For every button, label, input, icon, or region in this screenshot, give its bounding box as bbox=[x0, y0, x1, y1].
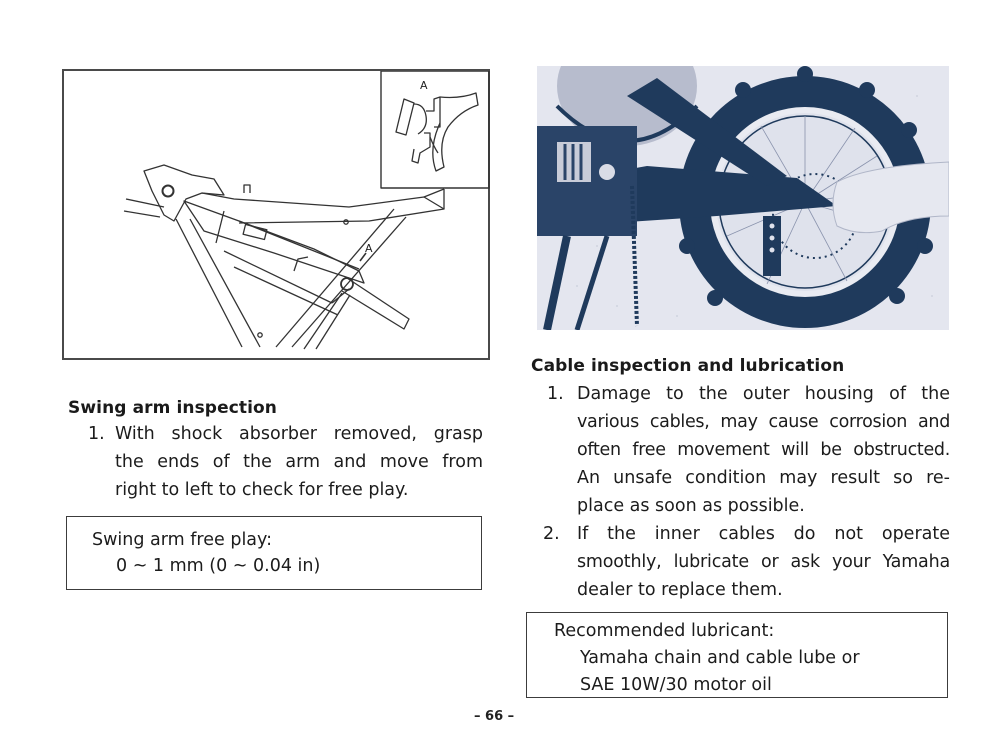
step-line: dealer to replace them. bbox=[577, 580, 783, 600]
inset-label-a: A bbox=[420, 79, 428, 92]
step-line: An unsafe condition may result so re- bbox=[577, 468, 950, 488]
cable-heading: Cable inspection and lubrication bbox=[531, 356, 845, 376]
swing-arm-figure bbox=[62, 69, 490, 360]
spec-value: SAE 10W/30 motor oil bbox=[580, 675, 772, 695]
step-line: right to left to check for free play. bbox=[115, 480, 409, 500]
frame-drawing bbox=[64, 71, 490, 360]
step-line: If the inner cables do not operate bbox=[577, 524, 950, 544]
step-line: the ends of the arm and move from bbox=[115, 452, 483, 472]
step-line: smoothly, lubricate or ask your Yamaha bbox=[577, 552, 950, 572]
step-number: 1. bbox=[88, 424, 105, 444]
spec-value: 0 ~ 1 mm (0 ~ 0.04 in) bbox=[116, 556, 321, 576]
spec-label: Swing arm free play: bbox=[92, 530, 273, 550]
rear-wheel-photo bbox=[537, 66, 949, 330]
free-play-spec-box bbox=[66, 516, 482, 590]
step-line: place as soon as possible. bbox=[577, 496, 805, 516]
wheel-photo-render bbox=[537, 66, 949, 330]
step-number: 2. bbox=[543, 524, 560, 544]
step-line: With shock absorber removed, grasp bbox=[115, 424, 483, 444]
callout-a: A bbox=[365, 242, 373, 255]
step-line: various cables, may cause corrosion and bbox=[577, 412, 950, 432]
step-line: Damage to the outer housing of the bbox=[577, 384, 950, 404]
spec-label: Recommended lubricant: bbox=[554, 621, 775, 641]
spec-value: Yamaha chain and cable lube or bbox=[580, 648, 860, 668]
page-number: – 66 – bbox=[474, 709, 515, 724]
step-line: often free movement will be obstructed. bbox=[577, 440, 950, 460]
swing-arm-heading: Swing arm inspection bbox=[68, 398, 278, 418]
step-number: 1. bbox=[547, 384, 564, 404]
